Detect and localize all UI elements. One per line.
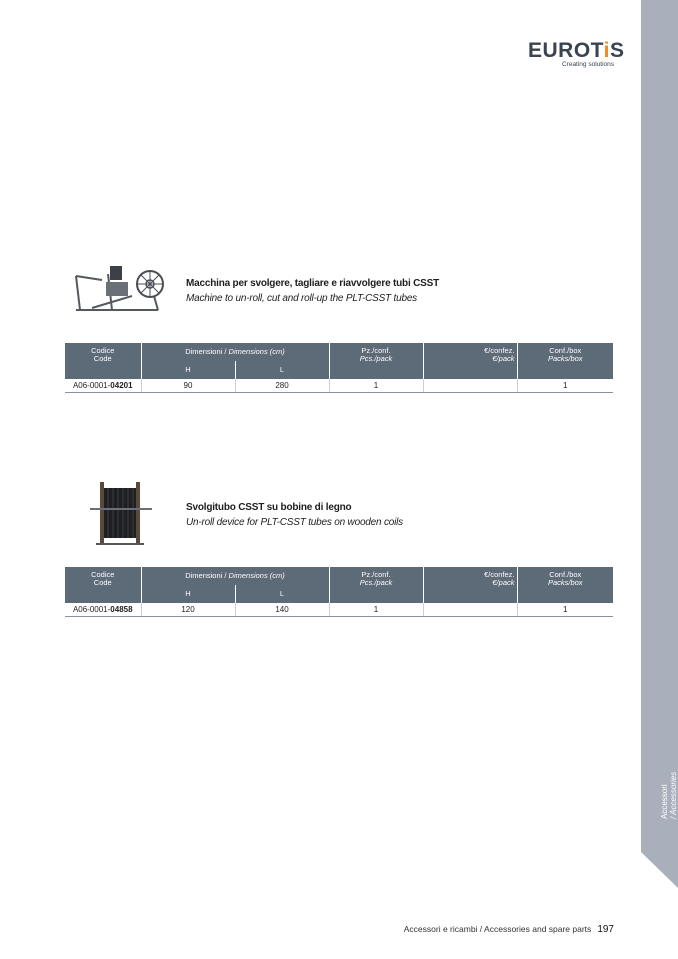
col-header-l: L	[235, 585, 329, 603]
product-2-spec-table	[65, 567, 613, 617]
side-tab-label-en: / Accessories	[669, 771, 678, 819]
col-header-code: Codice Code	[65, 343, 141, 379]
cell-price	[423, 379, 517, 393]
col-header-box: Conf./box Packs/box	[517, 343, 613, 379]
side-tab-label-it: Accessori	[660, 784, 669, 819]
cell-h: 90	[141, 379, 235, 393]
eurotis-logo	[528, 39, 625, 68]
product-2-name-en: Un-roll device for PLT-CSST tubes on wooden coils	[186, 517, 403, 528]
product-1-title	[186, 278, 439, 304]
col-header-price: €/confez. €/pack	[423, 343, 517, 379]
col-header-h: H	[141, 361, 235, 379]
logo-wordmark: EUROTiS	[528, 39, 625, 62]
unroll-machine-icon	[72, 262, 164, 319]
col-header-code: Codice Code	[65, 567, 141, 603]
table-row	[65, 603, 613, 617]
col-header-h: H	[141, 585, 235, 603]
page-number: 197	[597, 924, 614, 935]
col-header-dimensions: Dimensioni / Dimensions (cm)	[141, 567, 329, 585]
logo-tagline: Creating solutions	[561, 61, 614, 68]
cell-code: A06-0001-04201	[65, 379, 141, 393]
side-section-tab	[641, 0, 678, 890]
footer-section-title: Accessori e ricambi / Accessories and spare parts	[403, 924, 592, 934]
col-header-price: €/confez. €/pack	[423, 567, 517, 603]
product-1-name-en: Machine to un-roll, cut and roll-up the PLT-CSST tubes	[186, 293, 417, 304]
cell-l: 140	[235, 603, 329, 617]
cell-pcs: 1	[329, 379, 423, 393]
side-tab-label	[642, 771, 678, 835]
col-header-pcs: Pz./conf. Pcs./pack	[329, 343, 423, 379]
cell-box: 1	[517, 379, 613, 393]
col-header-pcs: Pz./conf. Pcs./pack	[329, 567, 423, 603]
product-2-name-it: Svolgitubo CSST su bobine di legno	[186, 502, 352, 513]
page-footer	[404, 924, 614, 935]
cell-h: 120	[141, 603, 235, 617]
cell-pcs: 1	[329, 603, 423, 617]
table-row	[65, 379, 613, 393]
cell-price	[423, 603, 517, 617]
col-header-dimensions: Dimensioni / Dimensions (cm)	[141, 343, 329, 361]
cell-l: 280	[235, 379, 329, 393]
tube-reel-icon	[90, 478, 152, 553]
cell-code: A06-0001-04858	[65, 603, 141, 617]
cell-box: 1	[517, 603, 613, 617]
col-header-box: Conf./box Packs/box	[517, 567, 613, 603]
product-1-spec-table	[65, 343, 613, 393]
product-2-title	[186, 502, 403, 528]
col-header-l: L	[235, 361, 329, 379]
product-1-name-it: Macchina per svolgere, tagliare e riavvolgere tubi CSST	[186, 278, 439, 289]
